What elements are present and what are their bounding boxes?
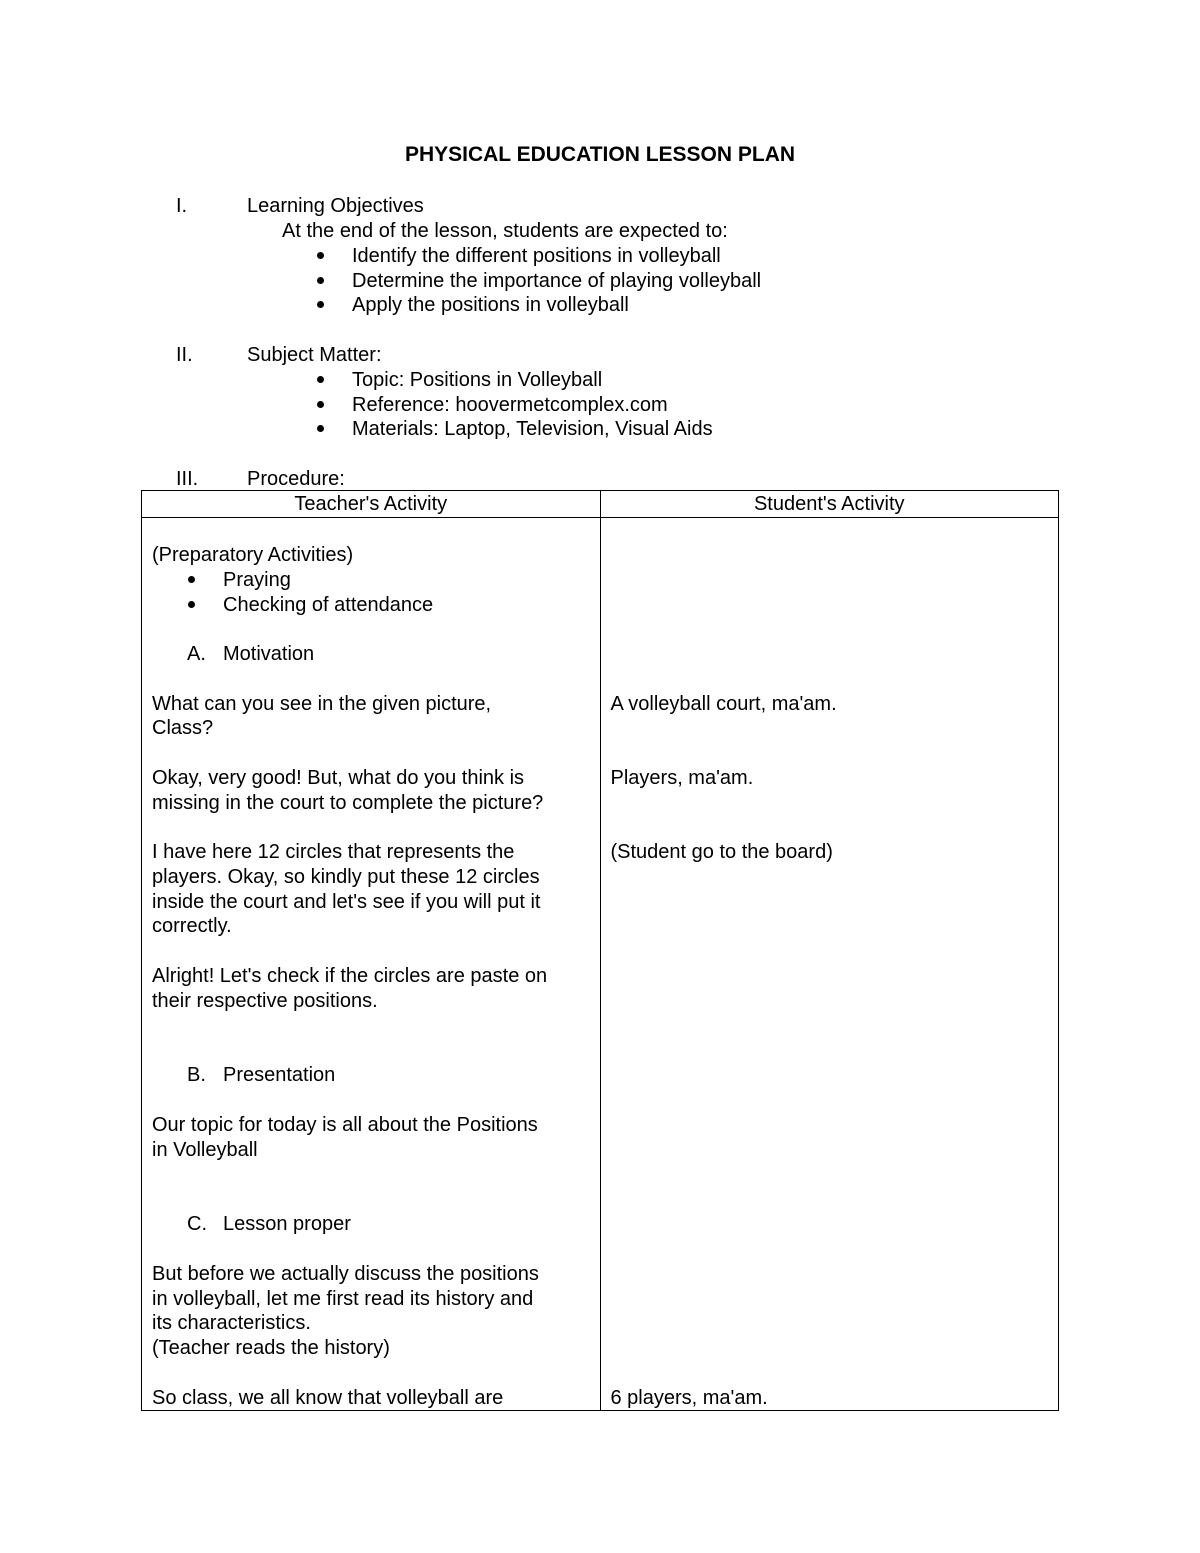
subject-item: Reference: hoovermetcomplex.com [352, 394, 668, 416]
bullet-icon [188, 576, 195, 583]
header-teacher-activity: Teacher's Activity [142, 491, 601, 518]
teacher-activity-cell [142, 518, 601, 1411]
teacher-text: Okay, very good! But, what do you think is [152, 767, 525, 789]
bullet-icon [317, 277, 324, 284]
page-title: PHYSICAL EDUCATION LESSON PLAN [404, 143, 796, 166]
teacher-text: Our topic for today is all about the Positions [152, 1114, 538, 1136]
section-heading-objectives: Learning Objectives [247, 195, 424, 217]
header-student-activity: Student's Activity [600, 491, 1059, 518]
bullet-icon [317, 425, 324, 432]
teacher-text: I have here 12 circles that represents the [152, 841, 515, 863]
presentation-heading: Presentation [223, 1064, 336, 1086]
teacher-text: But before we actually discuss the positions [152, 1263, 539, 1285]
section-heading-subject: Subject Matter: [247, 344, 382, 366]
teacher-text: So class, we all know that volleyball are [152, 1387, 504, 1409]
section-numeral: II. [176, 344, 193, 366]
teacher-text: its characteristics. [152, 1312, 311, 1334]
teacher-text: in Volleyball [152, 1139, 258, 1161]
teacher-text: players. Okay, so kindly put these 12 circles [152, 866, 540, 888]
motivation-heading: Motivation [223, 643, 315, 665]
student-text: Players, ma'am. [610, 767, 754, 789]
lesson-heading: Lesson proper [223, 1213, 351, 1235]
teacher-text: in volleyball, let me first read its history and [152, 1288, 534, 1310]
procedure-table [141, 490, 1059, 1411]
bullet-icon [317, 376, 324, 383]
lesson-label: C. [187, 1213, 207, 1235]
student-text: A volleyball court, ma'am. [610, 693, 837, 715]
objective-item: Determine the importance of playing volleyball [352, 270, 762, 292]
teacher-text: (Teacher reads the history) [152, 1337, 390, 1359]
teacher-text: Alright! Let's check if the circles are paste on [152, 965, 548, 987]
objective-item: Apply the positions in volleyball [352, 294, 629, 316]
subject-item: Topic: Positions in Volleyball [352, 369, 603, 391]
prep-item: Checking of attendance [223, 594, 434, 616]
bullet-icon [317, 301, 324, 308]
section-numeral: I. [176, 195, 188, 217]
objective-item: Identify the different positions in volleyball [352, 245, 721, 267]
presentation-label: B. [187, 1064, 206, 1086]
teacher-text: their respective positions. [152, 990, 378, 1012]
teacher-text: missing in the court to complete the picture? [152, 792, 544, 814]
teacher-text: What can you see in the given picture, [152, 693, 492, 715]
student-activity-cell [600, 518, 1059, 1411]
subject-item: Materials: Laptop, Television, Visual Aids [352, 418, 713, 440]
objectives-intro: At the end of the lesson, students are expected to: [282, 220, 728, 242]
section-numeral: III. [176, 468, 199, 490]
teacher-text: Class? [152, 717, 214, 739]
bullet-icon [188, 601, 195, 608]
bullet-icon [317, 401, 324, 408]
student-text: (Student go to the board) [610, 841, 833, 863]
teacher-text: inside the court and let's see if you will put it [152, 891, 541, 913]
motivation-label: A. [187, 643, 206, 665]
section-heading-procedure: Procedure: [247, 468, 345, 490]
student-text: 6 players, ma'am. [610, 1387, 768, 1409]
prep-item: Praying [223, 569, 291, 591]
bullet-icon [317, 252, 324, 259]
teacher-text: correctly. [152, 915, 232, 937]
prep-heading: (Preparatory Activities) [152, 544, 354, 566]
